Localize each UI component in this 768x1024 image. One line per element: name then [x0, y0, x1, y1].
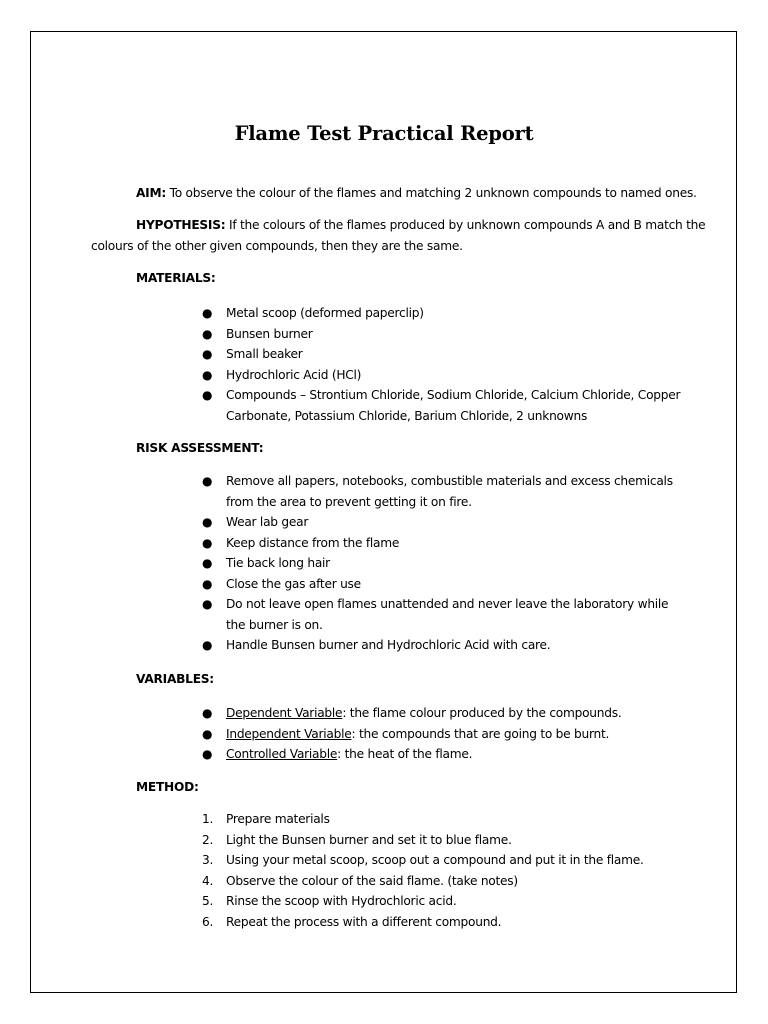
bullet-icon: ● [202, 726, 213, 741]
list-item: ● Wear lab gear [202, 512, 682, 533]
method-heading: METHOD: [136, 780, 199, 794]
bullet-icon: ● [202, 747, 213, 761]
step-number: 5. [202, 894, 214, 908]
list-item: 1. Prepare materials [202, 809, 682, 830]
step-number: 6. [202, 914, 214, 929]
step-number: 4. [202, 873, 214, 888]
bullet-icon: ● [202, 367, 213, 382]
method-list [202, 809, 682, 932]
list-item: ● Hydrochloric Acid (HCl) [202, 365, 682, 386]
variables-heading: VARIABLES: [136, 672, 214, 686]
list-item: ● Small beaker [202, 344, 682, 365]
bullet-icon: ● [202, 576, 213, 591]
list-item: ● Compounds – Strontium Chloride, Sodium Chloride, Calcium Chloride, Copper Carbonate, Potassium Chloride, Barium Chloride, 2 unknowns [202, 385, 682, 426]
step-number: 3. [202, 853, 214, 867]
bullet-icon: ● [202, 306, 213, 320]
aim-label: AIM: [136, 186, 166, 200]
hypothesis-text: If the colours of the flames produced by unknown compounds A and B match the colours of the other given compounds, then they are the same. [91, 218, 706, 253]
bullet-icon: ● [202, 638, 213, 652]
list-item: ● Controlled Variable: the heat of the flame. [202, 744, 682, 765]
bullet-icon: ● [202, 326, 213, 341]
aim-paragraph [91, 183, 708, 204]
materials-list [202, 303, 682, 426]
bullet-icon: ● [202, 535, 213, 550]
list-item: ● Close the gas after use [202, 574, 682, 595]
step-number: 1. [202, 812, 214, 826]
list-item: ● Do not leave open flames unattended and never leave the laboratory while the burner is on. [202, 594, 682, 635]
bullet-icon: ● [202, 474, 213, 488]
list-item: 2. Light the Bunsen burner and set it to blue flame. [202, 830, 682, 851]
variables-list [202, 703, 682, 765]
bullet-icon: ● [202, 597, 213, 611]
list-item: ● Keep distance from the flame [202, 533, 682, 554]
list-item: 4. Observe the colour of the said flame. (take notes) [202, 871, 682, 892]
materials-heading: MATERIALS: [136, 271, 216, 285]
list-item: ● Handle Bunsen burner and Hydrochloric Acid with care. [202, 635, 682, 656]
list-item: ● Remove all papers, notebooks, combustible materials and excess chemicals from the area to prevent getting it on fire. [202, 471, 682, 512]
list-item: ● Metal scoop (deformed paperclip) [202, 303, 682, 324]
list-item: 5. Rinse the scoop with Hydrochloric acid. [202, 891, 682, 912]
variable-term: Independent Variable [226, 726, 352, 741]
list-item: ● Dependent Variable: the flame colour produced by the compounds. [202, 703, 682, 724]
hypothesis-label: HYPOTHESIS: [136, 218, 226, 232]
list-item: ● Independent Variable: the compounds that are going to be burnt. [202, 724, 682, 745]
list-item: 6. Repeat the process with a different compound. [202, 912, 682, 933]
bullet-icon: ● [202, 556, 213, 570]
variable-term: Dependent Variable [226, 706, 343, 720]
step-number: 2. [202, 832, 214, 847]
aim-text: To observe the colour of the flames and matching 2 unknown compounds to named ones. [165, 186, 697, 200]
list-item: ● Bunsen burner [202, 324, 682, 345]
bullet-icon: ● [202, 347, 213, 361]
bullet-icon: ● [202, 706, 213, 720]
risk-heading: RISK ASSESSMENT: [136, 441, 264, 455]
risk-list [202, 471, 682, 656]
bullet-icon: ● [202, 515, 213, 529]
bullet-icon: ● [202, 388, 213, 402]
variable-term: Controlled Variable [226, 747, 338, 761]
list-item: ● Tie back long hair [202, 553, 682, 574]
page-title: Flame Test Practical Report [234, 122, 534, 145]
list-item: 3. Using your metal scoop, scoop out a compound and put it in the flame. [202, 850, 682, 871]
hypothesis-paragraph [91, 215, 708, 256]
